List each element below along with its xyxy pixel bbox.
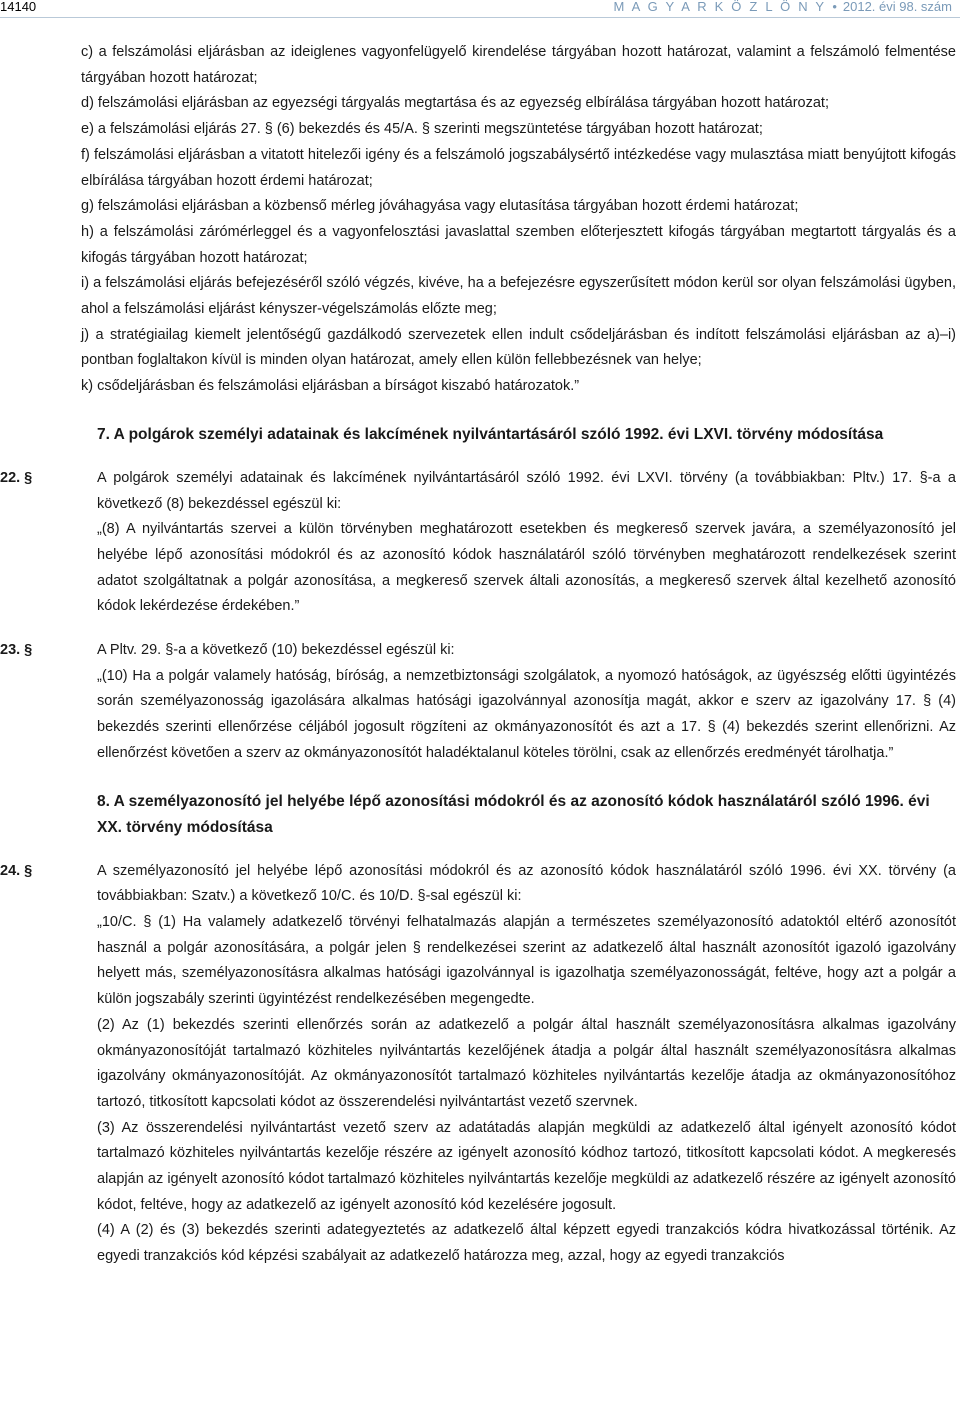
list-item-h: h) a felszámolási zárómérleggel és a vagyonfelosztási javaslattal szemben előterjesztett kifogás tárgyában megtartott tárgyalás és a kifogás tárgyában hozott határozat; — [81, 223, 956, 266]
paragraph-quote: „(8) A nyilvántartás szervei a külön törvényben meghatározott esetekben és megkereső szervek javára, a személyazonosító jel helyébe lépő azonosítási módokról és az azonosító kódok használatáról szóló törvényben meghatározott rendelkezések szerint adatot szolgáltatnak a polgár azonosítása, a megkereső szervek általi azonosítás, a megkereső szervek által kezelhető azonosító kódok lekérdezése érdekében.” — [97, 521, 956, 615]
paragraph-10c-1: „10/C. § (1) Ha valamely adatkezelő törvényi felhatalmazás alapján a természetes személyazonosító adatoktól eltérő azonosítót használ a polgár azonosítására, a polgár jelen § rendelkezései szerint az adatkezelő által használt azonosítót igazoló igazolvány helyett más, személyazonosításra alkalmas hatósági igazolvánnyal is igazolhatja személyazonosságát, feltéve, hogy azt a polgár a külön jogszabály szerinti ügyintézést rendelkezésében megengedte. — [97, 913, 956, 1008]
list-item-k: k) csődeljárásban és felszámolási eljárásban a bírságot kiszabó határozatok.” — [81, 378, 580, 395]
paragraph-10c-4: (4) A (2) és (3) bekezdés szerinti adategyeztetés az adatkezelő által képzett egyedi tranzakciós kódra hivatkozással történik. Az egyedi tranzakciós kód képzési szabályait az adatkezelő határozza meg, azzal, hogy az egyedi tranzakciós — [97, 1222, 956, 1265]
page-header — [0, 0, 960, 22]
separator-dot: • — [832, 0, 837, 14]
paragraph-23 — [0, 638, 960, 767]
list-item-i: i) a felszámolási eljárás befejezéséről szóló végzés, kivéve, ha a befejezésre egyszerűsített módon kerül sor olyan felszámolási ügyben, ahol a felszámolási eljárást kényszer-végelszámolás előzte meg; — [81, 275, 956, 318]
page-content — [0, 40, 960, 1270]
paragraph-number: 23. § — [0, 642, 33, 659]
paragraph-10c-3: (3) Az összerendelési nyilvántartást vezető szerv az adatátadás alapján megküldi az adatkezelő által igényelt azonosító kódot tartalmazó közhiteles nyilvántartás kezelője részére az igényelt azonosító kódhoz tartozó, titkosított kapcsolati kódot. A megkeresés alapján az igényelt azonosító kódot tartalmazó közhiteles nyilvántartás kezelője megküldi az adatkezelő részére az igényelt azonosító kódot, feltéve, hogy az adatkezelő az igényelt azonosító kód kezelésére jogosult. — [97, 1119, 956, 1213]
list-item-g: g) felszámolási eljárásban a közbenső mérleg jóváhagyása vagy elutasítása tárgyában hozott érdemi határozat; — [81, 198, 799, 215]
page-number: 14140 — [0, 0, 37, 14]
paragraph-10c-2: (2) Az (1) bekezdés szerinti ellenőrzés során az adatkezelő a polgár által használt személyazonosításra alkalmas igazolvány okmányazonosítóját tartalmazó közhiteles nyilvántartás kezelőjének átadja a polgár által használt személyazonosításra alkalmas igazolvány okmányazonosítóját. Az okmányazonosítót tartalmazó közhiteles nyilvántartás kezelője átadja az okmányazonosítóhoz tartozó, titkosított kapcsolati kódot az összerendelési nyilvántartást vezető szervnek. — [97, 1016, 956, 1110]
section-heading-8: 8. A személyazonosító jel helyébe lépő azonosítási módokról és az azonosító kódok használatáról szóló 1996. évi XX. törvény módosítása — [97, 792, 930, 836]
paragraph-24 — [0, 859, 960, 1270]
appeal-items-list — [0, 40, 960, 400]
paragraph-lead: A személyazonosító jel helyébe lépő azonosítási módokról és az azonosító kódok használatáról szóló 1996. évi XX. törvény (a továbbiakban: Szatv.) a következő 10/C. és 10/D. §-sal egészül ki: — [97, 862, 956, 905]
paragraph-number: 24. § — [0, 862, 33, 879]
paragraph-lead: A polgárok személyi adatainak és lakcímének nyilvántartásáról szóló 1992. évi LXVI. törvény (a továbbiakban: Pltv.) 17. §-a a következő (8) bekezdéssel egészül ki: — [97, 469, 956, 512]
paragraph-22 — [0, 466, 960, 620]
header-rule — [0, 17, 960, 18]
journal-title — [614, 0, 952, 14]
list-item-f: f) felszámolási eljárásban a vitatott hitelezői igény és a felszámoló jogszabálysértő intézkedése vagy mulasztása miatt benyújtott kifogás elbírálása tárgyában hozott érdemi határozat; — [81, 146, 956, 189]
paragraph-lead: A Pltv. 29. §-a a következő (10) bekezdéssel egészül ki: — [97, 642, 455, 659]
section-heading-7: 7. A polgárok személyi adatainak és lakcímének nyilvántartásáról szóló 1992. évi LXVI. törvény módosítása — [97, 425, 884, 443]
list-item-d: d) felszámolási eljárásban az egyezségi tárgyalás megtartása és az egyezség elbírálása tárgyában hozott határozat; — [81, 95, 829, 112]
issue-label: 2012. évi 98. szám — [842, 0, 952, 14]
list-item-j: j) a stratégiailag kiemelt jelentőségű gazdálkodó szervezetek ellen indult csődeljárásban és indított felszámolási eljárásban az a)–i) pontban foglaltakon kívül is minden olyan határozat, amely ellen külön fellebbezésnek van helye; — [81, 326, 956, 369]
paragraph-quote: „(10) Ha a polgár valamely hatóság, bíróság, a nemzetbiztonsági szolgálatok, a nyomozó hatóságok, az ügyészség előtti ügyintézés során személyazonosság igazolására alkalmas hatósági igazolvánnyal azonosítja magát, akkor e szerv az igazolvány 17. § (4) bekezdés szerinti ellenőrzése céljából jogosult rögzíteni az okmányazonosítót és azt a 17. § (4) bekezdés szerint ellenőrizni. Az ellenőrzést követően a szerv az okmányazonosítót haladéktalanul köteles törölni, csak az ellenőrzés eredményét tárolhatja.” — [97, 667, 956, 761]
list-item-e: e) a felszámolási eljárás 27. § (6) bekezdés és 45/A. § szerinti megszüntetése tárgyában hozott határozat; — [81, 121, 763, 138]
list-item-c: c) a felszámolási eljárásban az ideiglenes vagyonfelügyelő kirendelése tárgyában hozott határozat, valamint a felszámoló felmentése tárgyában hozott határozat; — [81, 44, 956, 86]
paragraph-number: 22. § — [0, 469, 33, 486]
journal-name: M A G Y A R K Ö Z L Ö N Y — [613, 0, 827, 14]
